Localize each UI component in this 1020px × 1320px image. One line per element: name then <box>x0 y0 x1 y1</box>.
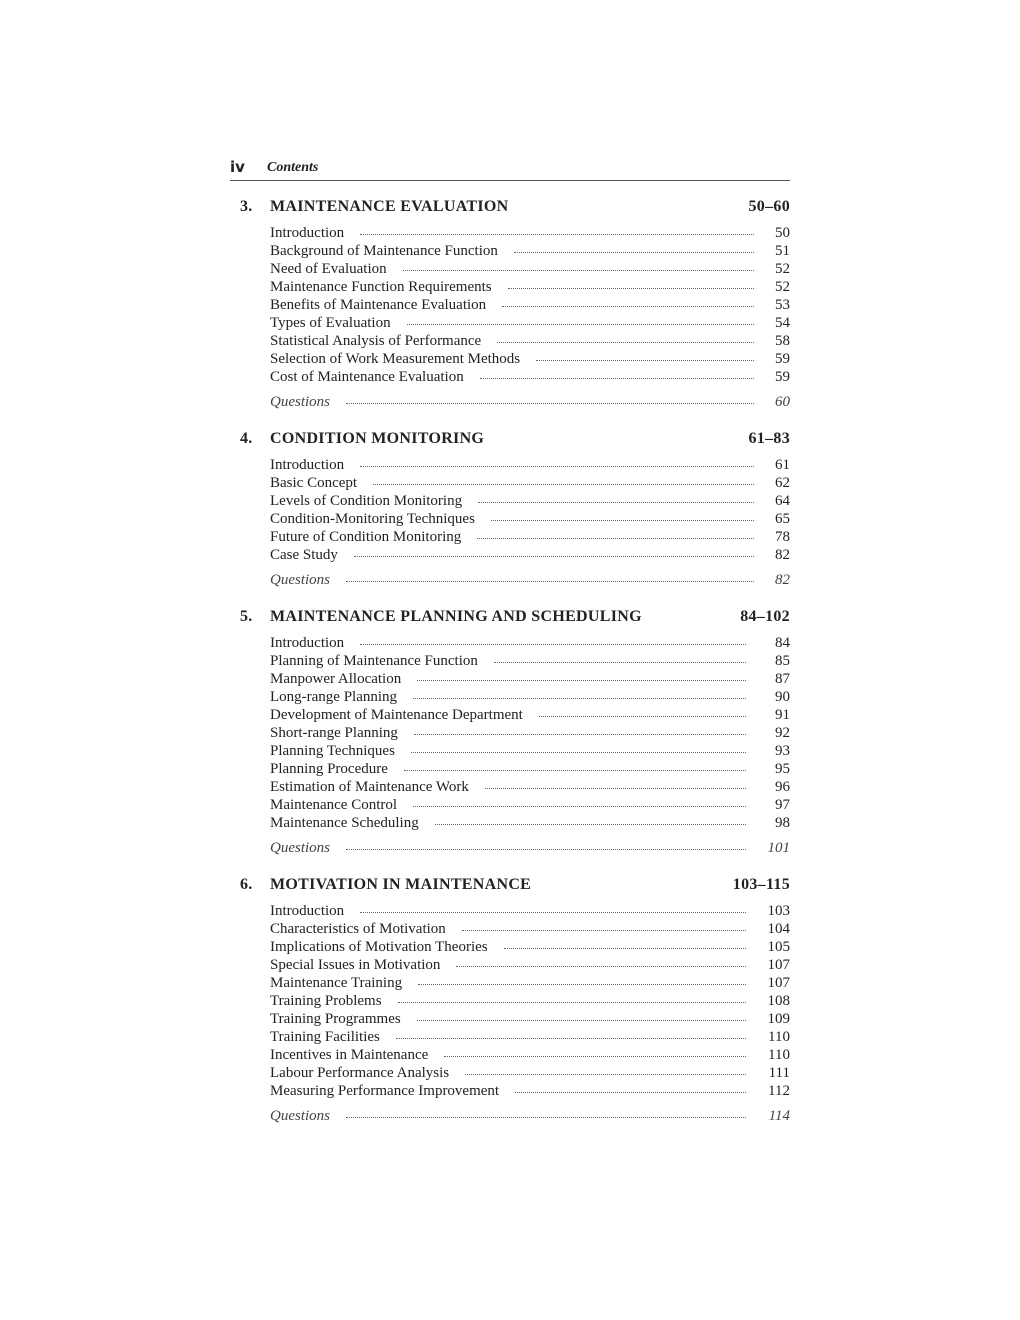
dot-leader <box>494 650 746 663</box>
toc-entry-title: Basic Concept <box>270 475 358 491</box>
toc-entry-title: Implications of Motivation Theories <box>270 939 488 955</box>
dot-leader <box>417 1008 746 1021</box>
questions-entry[interactable] <box>230 571 790 589</box>
chapter-page-range: 50–60 <box>748 198 790 215</box>
toc-entry-page: 52 <box>775 261 790 277</box>
toc-entry-page: 93 <box>775 743 790 759</box>
dot-leader <box>373 472 754 485</box>
chapter-section <box>230 428 790 589</box>
toc-entry[interactable] <box>230 814 790 832</box>
dot-leader <box>417 668 746 681</box>
toc-entry-list <box>230 896 790 1125</box>
toc-entry-page: 110 <box>768 1047 790 1063</box>
toc-entry-title: Planning Techniques <box>270 743 395 759</box>
toc-entry-title: Introduction <box>270 225 345 241</box>
toc-entry-page: 111 <box>768 1065 790 1081</box>
toc-entry-page: 85 <box>775 653 790 669</box>
toc-entry-title: Labour Performance Analysis <box>270 1065 450 1081</box>
questions-entry[interactable] <box>230 839 790 857</box>
toc-entry-page: 107 <box>767 957 790 973</box>
questions-page: 101 <box>767 840 790 856</box>
toc-entry-title: Selection of Work Measurement Methods <box>270 351 521 367</box>
questions-page: 60 <box>775 394 790 410</box>
dot-leader <box>497 330 754 343</box>
toc-entry-page: 50 <box>775 225 790 241</box>
chapter-number: 3. <box>240 198 253 215</box>
dot-leader <box>354 544 754 557</box>
questions-title: Questions <box>270 1108 330 1124</box>
dot-leader <box>508 276 754 289</box>
toc-entry-title: Future of Condition Monitoring <box>270 529 462 545</box>
toc-entry-page: 51 <box>775 243 790 259</box>
toc-entry-title: Estimation of Maintenance Work <box>270 779 469 795</box>
dot-leader <box>414 722 746 735</box>
dot-leader <box>502 294 754 307</box>
toc-entry-title: Short-range Planning <box>270 725 398 741</box>
chapter-page-range: 84–102 <box>740 608 790 625</box>
dot-leader <box>478 490 754 503</box>
dot-leader <box>491 508 754 521</box>
toc-entry-page: 97 <box>775 797 790 813</box>
dot-leader <box>536 348 754 361</box>
toc-entry-page: 54 <box>775 315 790 331</box>
page-number: iv <box>230 158 245 176</box>
dot-leader <box>346 569 754 582</box>
dot-leader <box>504 936 746 949</box>
toc-entry-page: 64 <box>775 493 790 509</box>
dot-leader <box>485 776 746 789</box>
dot-leader <box>360 900 746 913</box>
toc-entry-title: Long-range Planning <box>270 689 398 705</box>
toc-entry-list <box>230 218 790 411</box>
questions-title: Questions <box>270 572 330 588</box>
toc-entry-page: 82 <box>775 547 790 563</box>
questions-title: Questions <box>270 394 330 410</box>
toc-entry-title: Training Problems <box>270 993 382 1009</box>
toc-entry-page: 92 <box>775 725 790 741</box>
questions-page: 114 <box>768 1108 790 1124</box>
toc-entry-title: Background of Maintenance Function <box>270 243 498 259</box>
chapter-number: 5. <box>240 608 253 625</box>
toc-entry-page: 107 <box>767 975 790 991</box>
dot-leader <box>411 740 746 753</box>
toc-entry-title: Manpower Allocation <box>270 671 402 687</box>
dot-leader <box>477 526 754 539</box>
dot-leader <box>480 366 754 379</box>
toc-entry-page: 95 <box>775 761 790 777</box>
toc-entry-title: Training Programmes <box>270 1011 401 1027</box>
toc-entry-page: 90 <box>775 689 790 705</box>
toc-entry-title: Statistical Analysis of Performance <box>270 333 482 349</box>
toc-entry-title: Need of Evaluation <box>270 261 387 277</box>
toc-entry-list <box>230 450 790 589</box>
dot-leader <box>360 222 754 235</box>
dot-leader <box>514 240 754 253</box>
toc-entry-title: Introduction <box>270 903 345 919</box>
dot-leader <box>435 812 746 825</box>
dot-leader <box>539 704 746 717</box>
table-of-contents <box>230 196 790 1142</box>
questions-entry[interactable] <box>230 393 790 411</box>
dot-leader <box>444 1044 746 1057</box>
toc-entry-title: Introduction <box>270 635 345 651</box>
toc-entry-title: Development of Maintenance Department <box>270 707 523 723</box>
toc-entry-list <box>230 628 790 857</box>
dot-leader <box>456 954 746 967</box>
dot-leader <box>404 758 746 771</box>
toc-entry-page: 103 <box>767 903 790 919</box>
toc-entry-page: 78 <box>775 529 790 545</box>
toc-entry[interactable] <box>230 546 790 564</box>
dot-leader <box>396 1026 746 1039</box>
toc-entry-title: Case Study <box>270 547 338 563</box>
toc-entry-page: 112 <box>768 1083 790 1099</box>
toc-entry-title: Characteristics of Motivation <box>270 921 446 937</box>
toc-entry-title: Planning Procedure <box>270 761 388 777</box>
toc-entry-page: 108 <box>767 993 790 1009</box>
toc-entry-page: 65 <box>775 511 790 527</box>
toc-entry-page: 59 <box>775 369 790 385</box>
questions-entry[interactable] <box>230 1107 790 1125</box>
toc-entry-title: Maintenance Function Requirements <box>270 279 492 295</box>
dot-leader <box>360 632 746 645</box>
chapter-section <box>230 196 790 411</box>
chapter-heading[interactable] <box>230 428 790 450</box>
toc-entry-title: Measuring Performance Improvement <box>270 1083 500 1099</box>
toc-entry-title: Maintenance Control <box>270 797 398 813</box>
chapter-heading[interactable] <box>230 196 790 218</box>
chapter-heading[interactable] <box>230 874 790 896</box>
running-header <box>230 158 790 181</box>
chapter-title: MAINTENANCE PLANNING AND SCHEDULING <box>270 608 642 625</box>
toc-entry-page: 91 <box>775 707 790 723</box>
toc-entry-title: Cost of Maintenance Evaluation <box>270 369 464 385</box>
toc-entry-title: Planning of Maintenance Function <box>270 653 478 669</box>
dot-leader <box>360 454 754 467</box>
toc-entry[interactable] <box>230 368 790 386</box>
toc-entry-title: Benefits of Maintenance Evaluation <box>270 297 487 313</box>
dot-leader <box>418 972 746 985</box>
running-title: Contents <box>267 160 319 175</box>
chapter-title: MOTIVATION IN MAINTENANCE <box>270 876 532 893</box>
dot-leader <box>346 837 746 850</box>
toc-entry-page: 53 <box>775 297 790 313</box>
toc-entry-title: Maintenance Training <box>270 975 403 991</box>
toc-entry-title: Incentives in Maintenance <box>270 1047 429 1063</box>
dot-leader <box>413 794 746 807</box>
questions-title: Questions <box>270 840 330 856</box>
chapter-title: CONDITION MONITORING <box>270 430 485 447</box>
toc-entry-page: 96 <box>775 779 790 795</box>
toc-entry-title: Levels of Condition Monitoring <box>270 493 463 509</box>
chapter-title: MAINTENANCE EVALUATION <box>270 198 509 215</box>
toc-entry-page: 84 <box>775 635 790 651</box>
chapter-number: 4. <box>240 430 253 447</box>
toc-entry-page: 58 <box>775 333 790 349</box>
chapter-number: 6. <box>240 876 253 893</box>
toc-entry-page: 104 <box>767 921 790 937</box>
toc-entry-title: Types of Evaluation <box>270 315 391 331</box>
dot-leader <box>398 990 746 1003</box>
dot-leader <box>403 258 754 271</box>
questions-page: 82 <box>775 572 790 588</box>
dot-leader <box>346 391 754 404</box>
toc-entry-page: 61 <box>775 457 790 473</box>
chapter-section <box>230 874 790 1125</box>
chapter-page-range: 61–83 <box>748 430 790 447</box>
toc-entry-title: Special Issues in Motivation <box>270 957 441 973</box>
dot-leader <box>346 1105 746 1118</box>
toc-entry-page: 105 <box>767 939 790 955</box>
toc-entry-page: 110 <box>768 1029 790 1045</box>
dot-leader <box>465 1062 746 1075</box>
toc-entry[interactable] <box>230 1082 790 1100</box>
toc-entry-page: 87 <box>775 671 790 687</box>
toc-entry-page: 109 <box>767 1011 790 1027</box>
toc-entry-page: 98 <box>775 815 790 831</box>
dot-leader <box>413 686 746 699</box>
dot-leader <box>515 1080 746 1093</box>
chapter-page-range: 103–115 <box>732 876 790 893</box>
dot-leader <box>462 918 746 931</box>
toc-entry-page: 62 <box>775 475 790 491</box>
dot-leader <box>407 312 754 325</box>
toc-entry-title: Introduction <box>270 457 345 473</box>
toc-entry-title: Maintenance Scheduling <box>270 815 419 831</box>
chapter-heading[interactable] <box>230 606 790 628</box>
toc-entry-title: Training Facilities <box>270 1029 380 1045</box>
toc-entry-title: Condition-Monitoring Techniques <box>270 511 475 527</box>
toc-entry-page: 59 <box>775 351 790 367</box>
chapter-section <box>230 606 790 857</box>
toc-entry-page: 52 <box>775 279 790 295</box>
